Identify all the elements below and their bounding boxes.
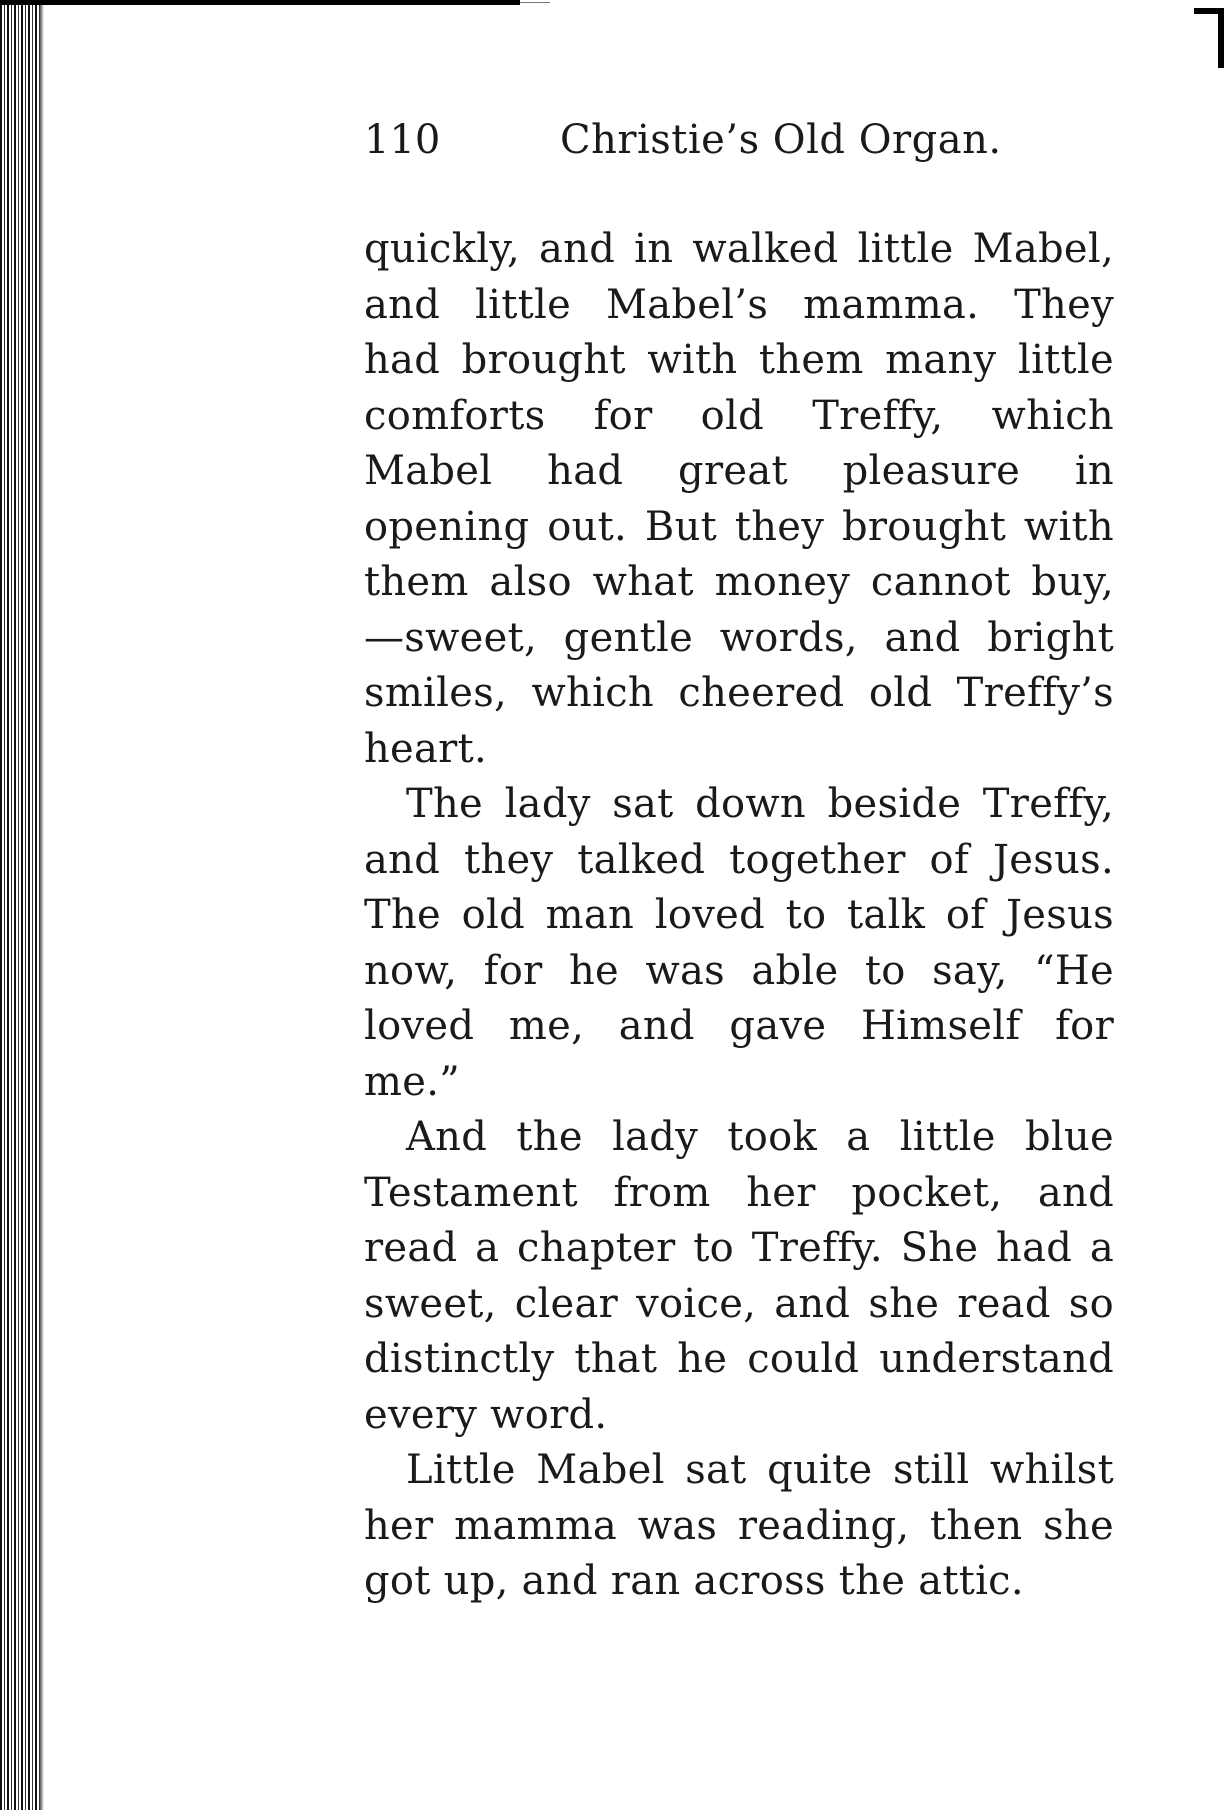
page-number: 110 [364,117,441,163]
scan-corner-mark [1194,0,1224,70]
page-text [364,222,1114,1610]
running-head [364,116,1114,164]
paragraph: And the lady took a little blue Testament from her pocket, and read a chapter to Treffy. She had a sweet, clear voice, and she read so distinctly that he could understand every word. [364,1114,1114,1438]
book-page [364,116,1114,1610]
scan-top-border-thin [520,2,550,3]
paragraph: Little Mabel sat quite still whilst her mamma was reading, then she got up, and ran across the attic. [364,1447,1114,1604]
book-binding-edge [0,0,40,1810]
running-title: Christie’s Old Organ. [560,117,1002,163]
scan-top-border [0,0,520,5]
paragraph: quickly, and in walked little Mabel, and little Mabel’s mamma. They had brought with them many little comforts for old Treffy, which Mabel had great pleasure in opening out. But they brought with them also what money cannot buy,—sweet, gentle words, and bright smiles, which cheered old Treffy’s heart. [364,226,1114,772]
paragraph: The lady sat down beside Treffy, and they talked together of Jesus. The old man loved to talk of Jesus now, for he was able to say, “He loved me, and gave Himself for me.” [364,781,1114,1105]
binding-shadow [40,0,44,1810]
